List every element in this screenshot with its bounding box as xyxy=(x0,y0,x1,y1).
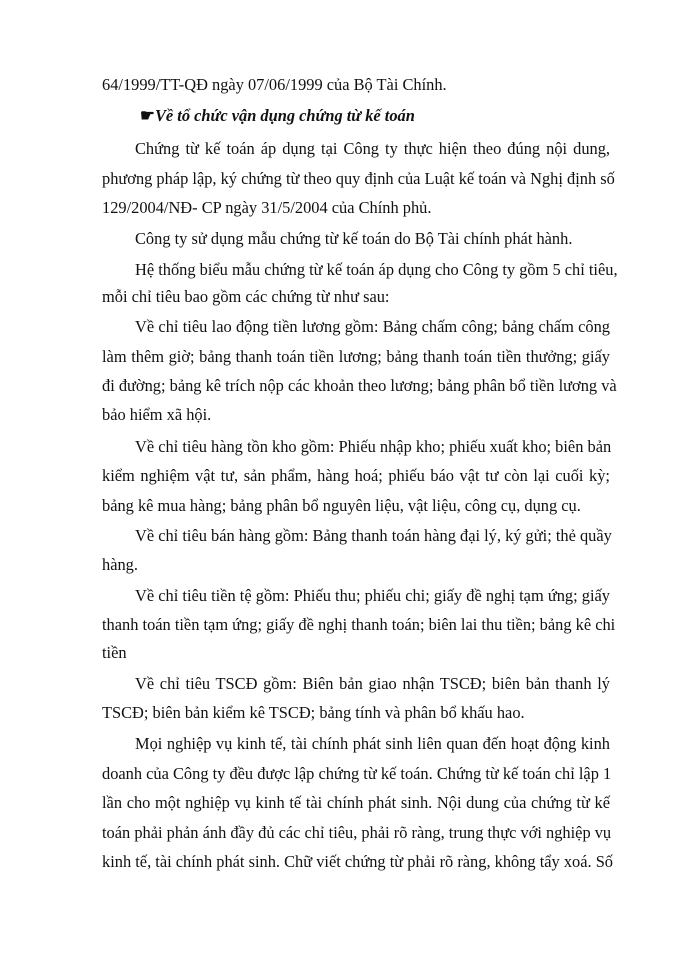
paragraph-line: kinh tế, tài chính phát sinh. Chữ viết chứng từ phải rõ ràng, không tẩy xoá. Số xyxy=(102,852,614,871)
paragraph-line: đi đường; bảng kê trích nộp các khoản theo lương; bảng phân bổ tiền lương và xyxy=(102,376,617,395)
paragraph-line: Về chỉ tiêu lao động tiền lương gồm: Bảng chấm công; bảng chấm công xyxy=(135,317,610,336)
paragraph-line: Chứng từ kế toán áp dụng tại Công ty thực hiện theo đúng nội dung, xyxy=(135,139,610,158)
paragraph-line: tiền xyxy=(102,643,127,662)
paragraph-line: kiểm nghiệm vật tư, sản phẩm, hàng hoá; phiếu báo vật tư còn lại cuối kỳ; xyxy=(102,466,610,485)
paragraph-line: hàng. xyxy=(102,555,138,574)
paragraph-line: phương pháp lập, ký chứng từ theo quy định của Luật kế toán và Nghị định số xyxy=(102,169,615,188)
paragraph-line: làm thêm giờ; bảng thanh toán tiền lương; bảng thanh toán tiền thưởng; giấy xyxy=(102,347,610,366)
paragraph-line: Về chỉ tiêu TSCĐ gồm: Biên bản giao nhận TSCĐ; biên bản thanh lý xyxy=(135,674,610,693)
intro-line: 64/1999/TT-QĐ ngày 07/06/1999 của Bộ Tài Chính. xyxy=(102,75,447,94)
paragraph-line: Hệ thống biểu mẫu chứng từ kế toán áp dụng cho Công ty gồm 5 chỉ tiêu, xyxy=(135,260,618,279)
paragraph-line: bảo hiểm xã hội. xyxy=(102,405,212,424)
paragraph-line: mỗi chỉ tiêu bao gồm các chứng từ như sau: xyxy=(102,287,390,306)
paragraph-line: 129/2004/NĐ- CP ngày 31/5/2004 của Chính phủ. xyxy=(102,198,432,217)
paragraph-line: toán phải phản ánh đầy đủ các chỉ tiêu, phải rõ ràng, trung thực với nghiệp vụ xyxy=(102,823,612,842)
pointing-hand-bullet-icon: ☛ xyxy=(140,106,155,125)
paragraph-line: Mọi nghiệp vụ kinh tế, tài chính phát sinh liên quan đến hoạt động kinh xyxy=(135,734,610,753)
paragraph-line: lần cho một nghiệp vụ kinh tế tài chính phát sinh. Nội dung của chứng từ kế xyxy=(102,793,610,812)
paragraph-line: TSCĐ; biên bản kiểm kê TSCĐ; bảng tính và phân bổ khấu hao. xyxy=(102,703,525,722)
paragraph-line: doanh của Công ty đều được lập chứng từ kế toán. Chứng từ kế toán chỉ lập 1 xyxy=(102,764,612,783)
paragraph-line: thanh toán tiền tạm ứng; giấy đề nghị thanh toán; biên lai thu tiền; bảng kê chi xyxy=(102,615,616,634)
paragraph-line: Công ty sử dụng mẫu chứng từ kế toán do Bộ Tài chính phát hành. xyxy=(135,229,573,248)
paragraph-line: Về chỉ tiêu bán hàng gồm: Bảng thanh toán hàng đại lý, ký gửi; thẻ quầy xyxy=(135,526,612,545)
paragraph-line: Về chỉ tiêu tiền tệ gồm: Phiếu thu; phiếu chi; giấy đề nghị tạm ứng; giấy xyxy=(135,586,610,605)
paragraph-line: bảng kê mua hàng; bảng phân bổ nguyên liệu, vật liệu, công cụ, dụng cụ. xyxy=(102,496,581,515)
section-heading-text: Về tổ chức vận dụng chứng từ kế toán xyxy=(155,106,415,125)
paragraph-line: Về chỉ tiêu hàng tồn kho gồm: Phiếu nhập kho; phiếu xuất kho; biên bản xyxy=(135,437,612,456)
section-heading xyxy=(140,106,610,126)
